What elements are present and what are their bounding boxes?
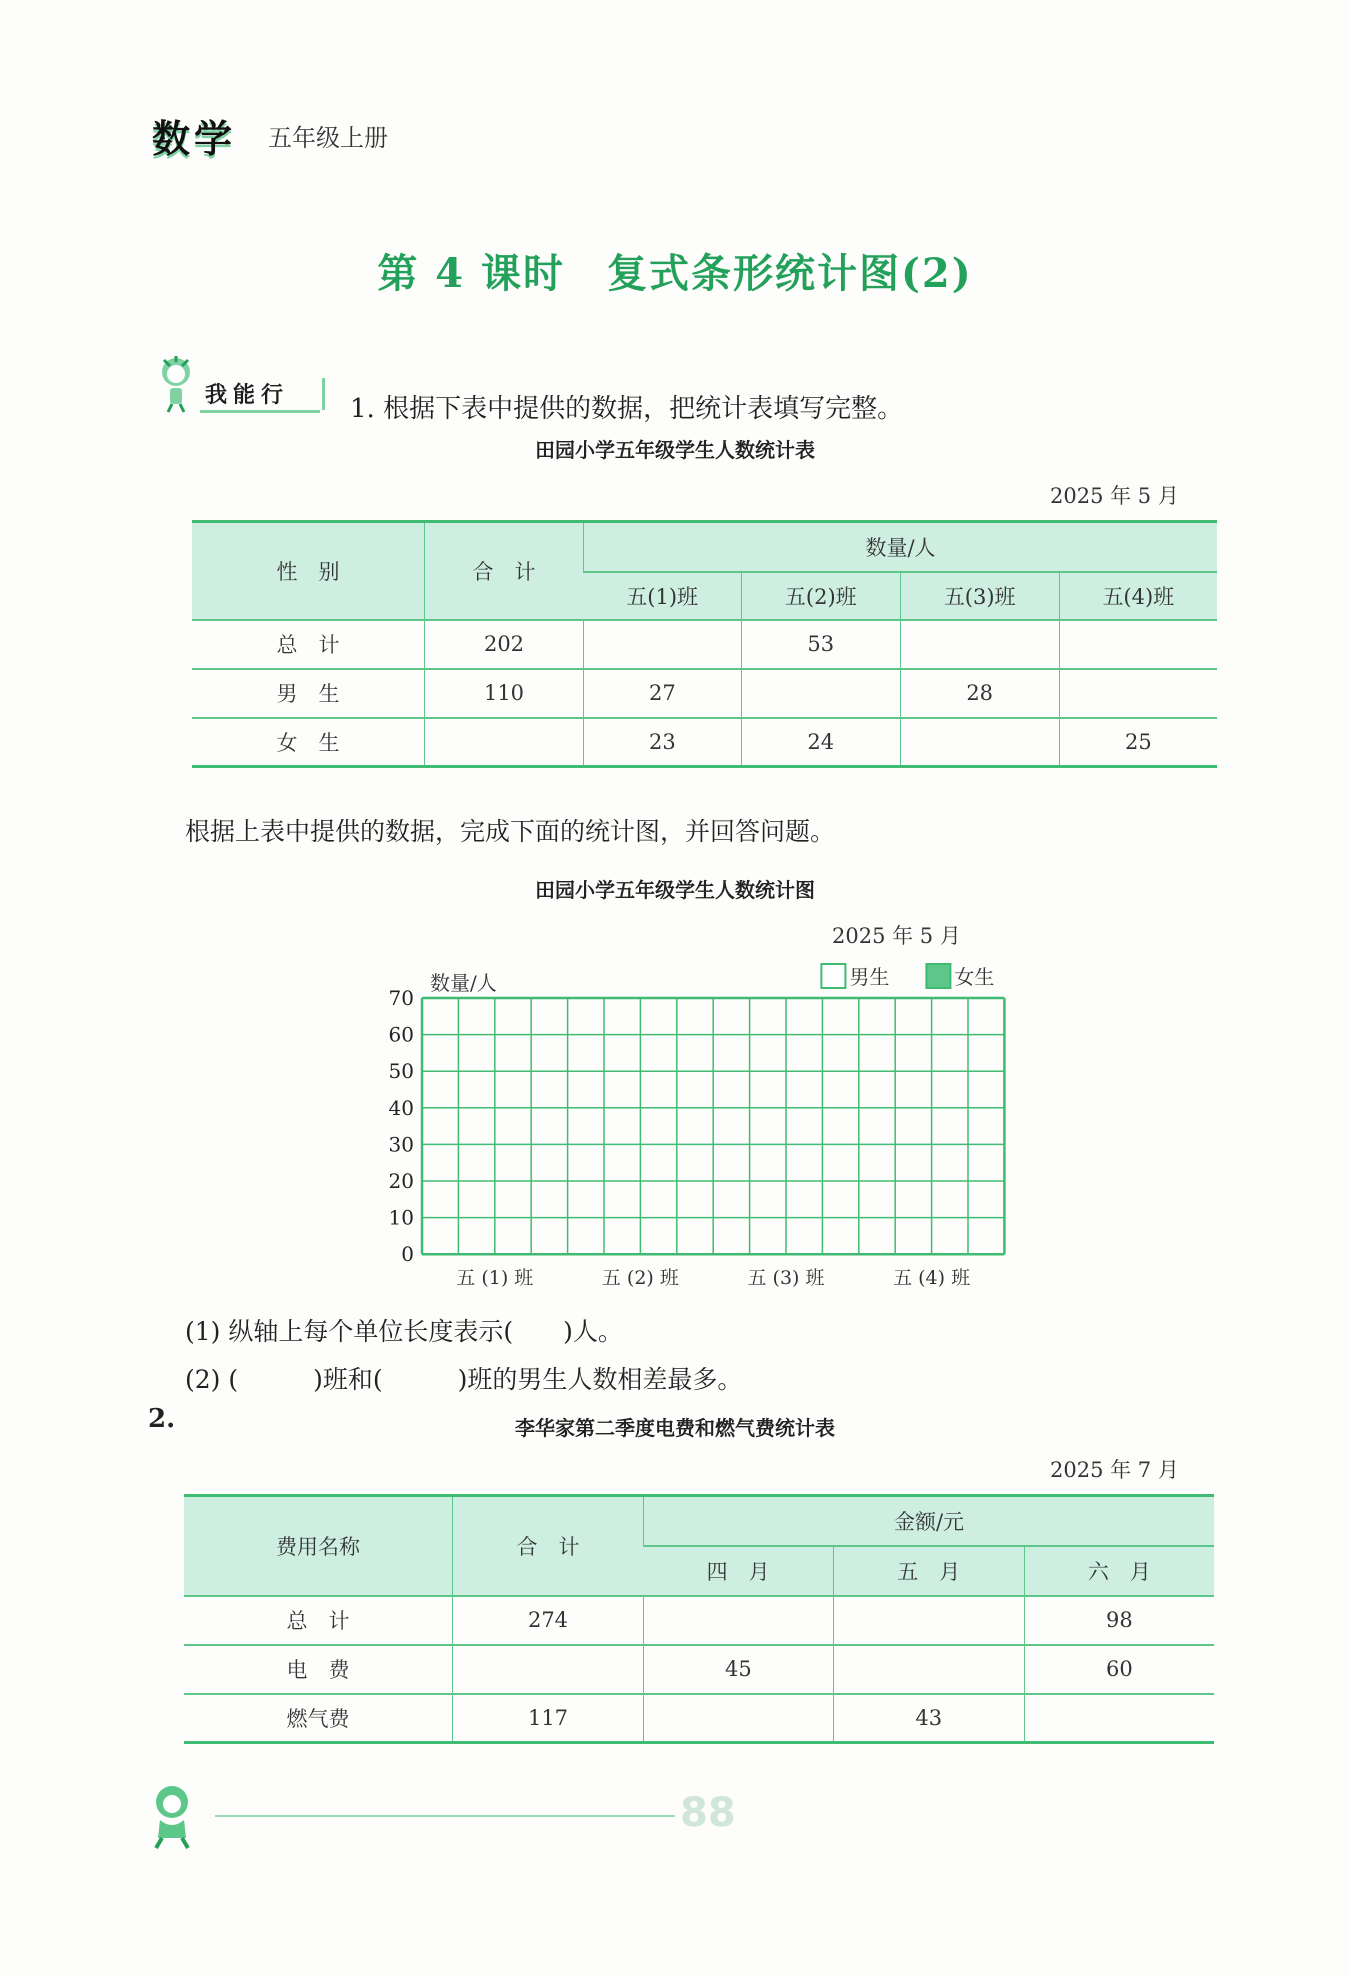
q1-header-total: 合 计 [425,522,584,620]
legend-swatch [821,964,845,988]
q2-header-month: 五 月 [833,1546,1024,1596]
q2-table [184,1494,1214,1744]
q2-table-caption: 李华家第二季度电费和燃气费统计表 [515,1416,835,1440]
row-label: 总 计 [192,620,425,669]
table-cell: 274 [453,1596,644,1645]
row-label: 男 生 [192,669,425,718]
table-cell[interactable] [833,1645,1024,1694]
table-row [192,620,1217,669]
q1-header-class: 五(4)班 [1059,572,1217,620]
q2-header-month: 四 月 [644,1546,834,1596]
q1-instruction: 根据上表中提供的数据，完成下面的统计图，并回答问题。 [185,817,836,846]
table-cell: 110 [425,669,584,718]
table-cell[interactable] [584,620,742,669]
row-label: 总 计 [184,1596,453,1645]
legend-swatch [926,964,950,988]
row-label: 燃气费 [184,1694,453,1743]
table-cell[interactable] [1059,620,1217,669]
page-number: 88 [680,1790,736,1836]
table-cell: 98 [1024,1596,1214,1645]
y-tick-label: 60 [388,1022,414,1047]
q1-date: 2025 年 5 月 [1050,484,1179,508]
table-cell: 23 [584,718,742,767]
y-tick-label: 10 [388,1205,414,1230]
badge-label: 我能行 [205,383,290,408]
table-cell[interactable] [425,718,584,767]
q2-header-total: 合 计 [453,1496,644,1596]
y-tick-label: 0 [401,1242,414,1267]
y-tick-label: 50 [388,1059,414,1084]
table-cell: 202 [425,620,584,669]
table-row [192,718,1217,767]
q2-header-month: 六 月 [1024,1546,1214,1596]
table-cell: 117 [453,1694,644,1743]
table-row [184,1596,1214,1645]
table-cell[interactable] [833,1596,1024,1645]
q1-header-class: 五(3)班 [900,572,1059,620]
subject-title: 数学 [152,117,237,161]
q1-header-class: 五(1)班 [584,572,742,620]
table-cell[interactable] [741,669,900,718]
table-row [184,1645,1214,1694]
q1-header-gender: 性 别 [192,522,425,620]
table-cell: 24 [741,718,900,767]
q1-sub1: (1) 纵轴上每个单位长度表示( )人。 [185,1317,623,1346]
q1-table [192,520,1217,768]
q2-number: 2. [148,1404,176,1434]
row-label: 女 生 [192,718,425,767]
row-label: 电 费 [184,1645,453,1694]
x-tick-label: 五 (1) 班 [456,1267,534,1290]
q2-header-amount: 金额/元 [644,1496,1215,1546]
q1-header-quantity: 数量/人 [584,522,1218,572]
legend-label: 女生 [954,965,995,989]
bar-chart[interactable] [370,955,1020,1295]
lesson-title: 第 4 课时 复式条形统计图(2) [377,250,973,297]
table-cell: 27 [584,669,742,718]
table-cell: 43 [833,1694,1024,1743]
q2-date: 2025 年 7 月 [1050,1458,1179,1482]
table-cell[interactable] [1059,669,1217,718]
mascot-icon [150,352,202,414]
table-cell[interactable] [900,620,1059,669]
badge-divider [322,378,325,410]
q1-table-caption: 田园小学五年级学生人数统计表 [535,438,815,462]
table-row [192,669,1217,718]
x-tick-label: 五 (2) 班 [601,1267,679,1290]
y-tick-label: 20 [388,1169,414,1193]
x-tick-label: 五 (4) 班 [893,1267,971,1290]
table-cell[interactable] [1024,1694,1214,1743]
legend-label: 男生 [849,965,890,989]
table-cell[interactable] [644,1596,834,1645]
y-tick-label: 40 [388,1095,414,1120]
y-tick-label: 30 [388,1132,414,1157]
q1-sub2: (2) ( )班和( )班的男生人数相差最多。 [185,1365,743,1394]
y-axis-label: 数量/人 [430,971,497,995]
table-cell: 25 [1059,718,1217,767]
table-cell: 28 [900,669,1059,718]
table-cell[interactable] [900,718,1059,767]
table-row [184,1694,1214,1743]
q2-header-name: 费用名称 [184,1496,453,1596]
footer-mascot-icon [142,1780,212,1850]
footer-line [215,1815,675,1817]
y-tick-label: 70 [388,986,414,1010]
chart-caption: 田园小学五年级学生人数统计图 [535,878,815,902]
table-cell: 45 [644,1645,834,1694]
table-cell[interactable] [644,1694,834,1743]
q1-header-class: 五(2)班 [741,572,900,620]
q1-prompt: 1. 根据下表中提供的数据，把统计表填写完整。 [350,394,904,424]
chart-date: 2025 年 5 月 [832,924,961,948]
table-cell: 60 [1024,1645,1214,1694]
table-cell[interactable] [453,1645,644,1694]
badge-underline [200,410,320,413]
grade-label: 五年级上册 [268,124,388,152]
table-cell: 53 [741,620,900,669]
x-tick-label: 五 (3) 班 [747,1267,825,1290]
